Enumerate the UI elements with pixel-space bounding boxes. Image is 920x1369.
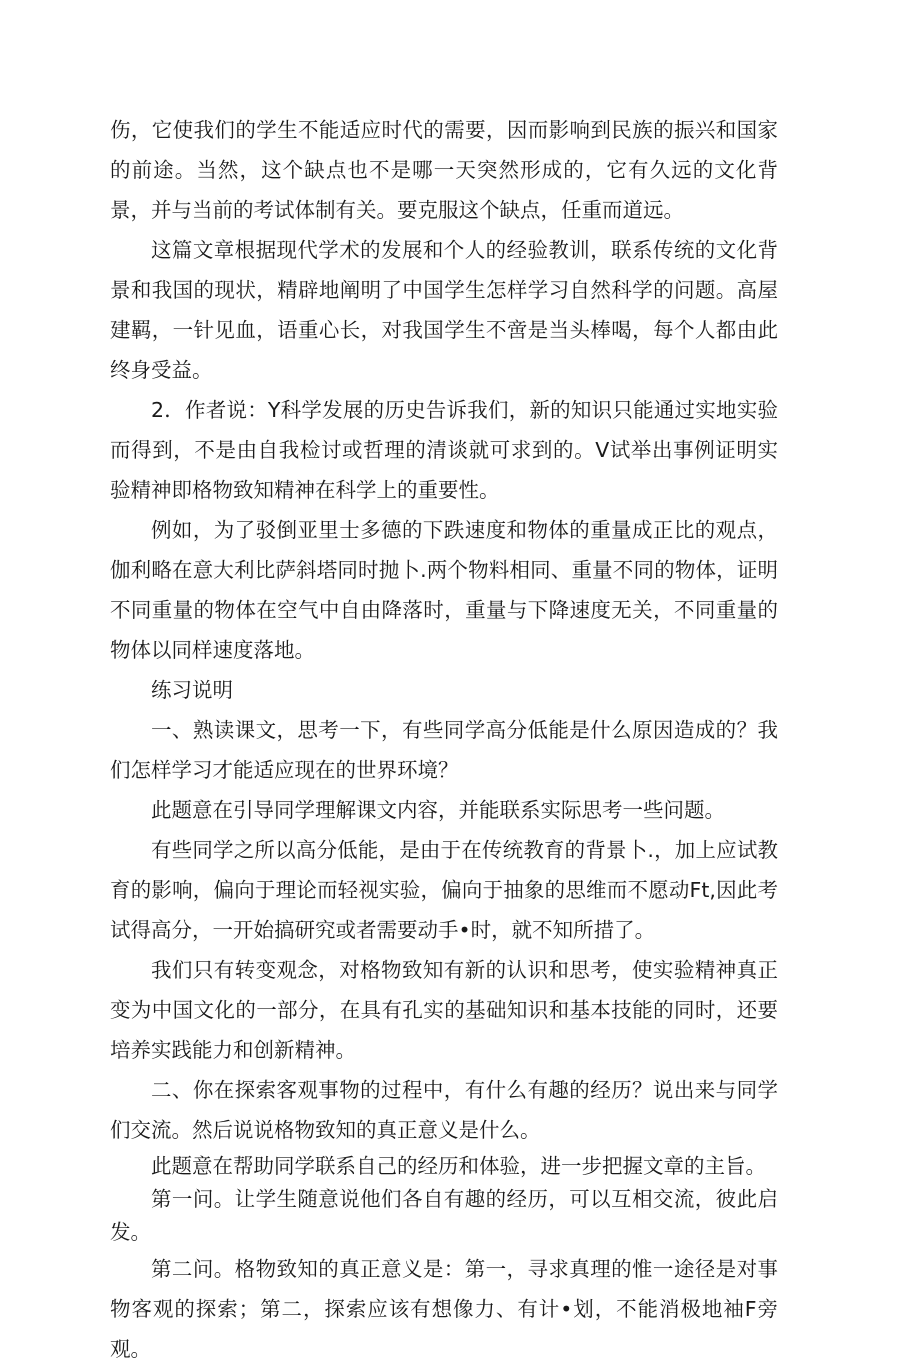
document-body — [110, 110, 778, 1369]
paragraph: 有些同学之所以高分低能，是由于在传统教育的背景卜.，加上应试教育的影响，偏向于理论而轻视实验，偏向于抽象的思维而不愿动Ft,因此考试得高分，一开始搞研究或者需要动手•时，就不知所措了。 — [110, 838, 778, 942]
paragraph: 这篇文章根据现代学术的发展和个人的经验教训，联系传统的文化背景和我国的现状，精辟地阐明了中国学生怎样学习自然科学的问题。高屋建羁，一针见血，语重心长，对我国学生不啻是当头棒喝，每个人都由此终身受益。 — [110, 238, 778, 382]
paragraph: 例如，为了驳倒亚里士多德的下跌速度和物体的重量成正比的观点，伽利略在意大利比萨斜塔同时抛卜.两个物料相同、重量不同的物体，证明不同重量的物体在空气中自由降落时，重量与下降速度无关，不同重量的物体以同样速度落地。 — [110, 518, 778, 662]
question-paragraph: 一、熟读课文，思考一下，有些同学高分低能是什么原因造成的？我们怎样学习才能适应现在的世界环境？ — [110, 718, 778, 782]
paragraph: 我们只有转变观念，对格物致知有新的认识和思考，使实验精神真正变为中国文化的一部分，在具有孔实的基础知识和基本技能的同时，还要培养实践能力和创新精神。 — [110, 958, 778, 1062]
section-heading: 练习说明 — [151, 678, 233, 702]
paragraph: 此题意在帮助同学联系自己的经历和体验，进一步把握文章的主旨。 — [151, 1154, 766, 1178]
paragraph: 伤，它使我们的学生不能适应时代的需要，因而影响到民族的振兴和国家的前途。当然，这个缺点也不是哪一天突然形成的，它有久远的文化背景，并与当前的考试体制有关。要克服这个缺点，任重而道远。 — [110, 118, 778, 222]
paragraph: 第一问。让学生随意说他们各自有趣的经历，可以互相交流，彼此启发。 — [110, 1187, 778, 1244]
paragraph: 第二问。格物致知的真正意义是：第一，寻求真理的惟一途径是对事物客观的探索；第二，探索应该有想像力、有计•划，不能消极地袖F旁观。 — [110, 1257, 778, 1361]
paragraph: 此题意在引导同学理解课文内容，并能联系实际思考一些问题。 — [151, 798, 725, 822]
question-paragraph: 二、你在探索客观事物的过程中，有什么有趣的经历？说出来与同学们交流。然后说说格物致知的真正意义是什么。 — [110, 1078, 778, 1142]
paragraph: 2．作者说：Y科学发展的历史告诉我们，新的知识只能通过实地实验而得到，不是由自我检讨或哲理的清谈就可求到的。V试举出事例证明实验精神即格物致知精神在科学上的重要性。 — [110, 398, 778, 502]
